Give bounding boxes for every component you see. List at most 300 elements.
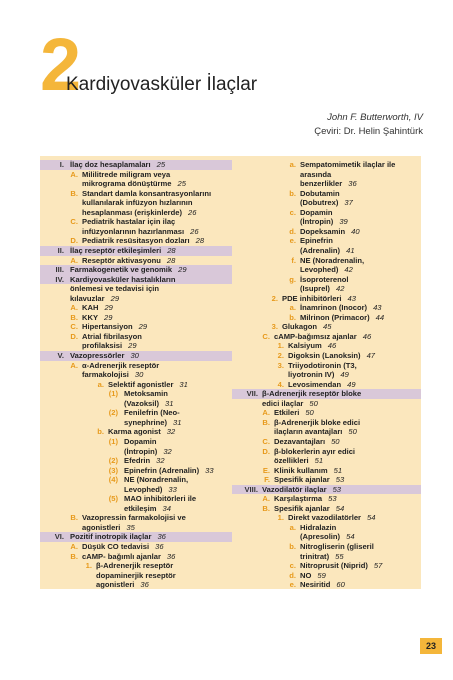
toc-entry-label [232,198,296,208]
toc-entry-label: 2. [277,351,284,360]
toc-entry [40,466,214,476]
toc-entry-page: 31 [173,417,182,427]
toc-entry [232,303,382,313]
toc-entry-label: 3. [277,360,284,370]
toc-entry-text: trinitrat) [300,551,330,561]
toc-entry-label: c. [289,561,296,571]
toc-entry-text: Glukagon [282,322,318,332]
toc-entry [232,351,375,361]
toc-entry-page: 54 [346,532,355,542]
toc-entry-page: 29 [128,341,137,351]
toc-entry-label [40,571,92,581]
toc-entry [232,427,357,437]
toc-entry [40,275,232,285]
toc-entry-text: Fenilefrin (Neo- [124,408,180,418]
toc-entry-text: Pediatrik hastalar için ilaç [82,217,176,227]
toc-entry-label: F. [264,475,270,485]
toc-entry [232,380,356,390]
toc-entry-text: Direkt vazodilatörler [288,513,362,523]
toc-entry [40,552,175,562]
toc-entry-label [40,504,118,514]
toc-entry-label: b. [289,312,296,322]
toc-entry-page: 47 [366,351,376,360]
toc-entry-label: (5) [108,494,118,504]
toc-entry-text: Reseptör aktivasyonu [82,255,161,265]
toc-entry-label: d. [289,570,296,580]
chapter-number: 2 [40,23,82,106]
toc-entry-label: g. [289,274,296,284]
toc-entry [232,370,349,380]
toc-entry-label: C. [262,331,270,341]
toc-entry [232,284,344,294]
toc-entry [40,361,159,371]
toc-entry-label [40,485,118,495]
toc-entry-label [232,427,270,437]
toc-entry-label [40,294,64,304]
toc-entry-label: A. [70,542,78,551]
toc-entry-label [40,198,78,208]
toc-entry-page: 51 [333,465,343,475]
toc-entry-text: Epinefrin (Adrenalin) [124,465,200,475]
toc-entry-label [232,179,296,189]
toc-entry [232,332,371,342]
toc-entry-page: 43 [373,303,382,313]
toc-entry-text: Klinik kullanım [274,465,328,475]
toc-entry-text: Dezavantajları [274,436,326,446]
toc-entry-text: Epinefrin [300,236,333,246]
toc-entry-text: Vazopressin farmakolojisi ve [82,513,186,523]
toc-entry-label: 1. [85,561,92,571]
toc-entry-label [40,523,78,533]
toc-entry [232,542,374,552]
toc-entry-label: B. [70,312,78,322]
toc-entry-page: 55 [335,551,344,561]
toc-entry-text: (İntropin) [300,217,334,227]
toc-entry [232,313,384,323]
toc-entry [232,580,345,590]
toc-entry-text: Levosimendan [288,379,342,389]
toc-entry [40,475,188,485]
toc-entry-text: Sempatomimetik ilaçlar ile [300,160,396,169]
toc-entry-label: (1) [108,436,118,446]
toc-entry [232,552,344,562]
toc-entry [232,189,340,199]
toc-entry-label [232,217,296,227]
toc-entry-label: d. [289,226,296,236]
toc-entry-label: a. [289,303,296,313]
toc-entry-page: 50 [309,398,318,408]
toc-entry-label: B. [70,551,78,561]
toc-entry-label: B. [262,417,270,427]
toc-entry-page: 42 [335,284,345,294]
page-number: 23 [420,638,442,654]
toc-entry [40,179,186,189]
toc-entry-label: A. [262,408,270,418]
toc-entry-text: Dobutamin [300,188,340,198]
toc-entry [40,580,149,590]
toc-entry-text: β-Adrenerjik reseptör bloke [262,389,362,399]
toc-entry-text: kullanılarak infüzyon hızlarının [82,198,193,208]
toc-entry [40,189,211,199]
toc-entry-label [232,265,296,275]
toc-entry [232,236,333,246]
toc-entry [40,370,143,380]
toc-entry-page: 44 [375,312,385,322]
toc-entry [40,322,147,332]
toc-entry-text: (Apresolin) [300,532,341,542]
toc-entry [232,208,333,218]
toc-entry [232,170,331,180]
toc-entry [232,341,336,351]
toc-entry [232,256,364,266]
toc-entry-page: 28 [195,236,205,246]
toc-entry-page: 37 [344,198,353,208]
translator: Çeviri: Dr. Helin Şahintürk [314,126,423,137]
toc-entry-text: mikrograma dönüştürme [82,179,172,189]
toc-entry [232,437,340,447]
toc-entry-text: Nesiritid [300,580,331,590]
toc-entry-label: A. [70,169,78,179]
toc-entry [232,265,353,275]
toc-entry-label: (2) [108,456,118,466]
toc-entry-page: 57 [373,561,383,571]
toc-entry-text: NE (Noradrenalin, [124,475,189,485]
toc-entry [232,322,331,332]
toc-entry [232,523,336,533]
toc-entry-label: VIII. [244,484,258,494]
toc-entry-page: 53 [332,484,342,494]
toc-entry-text: İnamrinon (Inocor) [300,303,368,313]
toc-entry-label: I. [59,160,64,169]
toc-entry-label [40,284,64,294]
toc-entry [232,475,344,485]
toc-entry [40,265,232,275]
toc-entry-text: (Adrenalin) [300,245,341,255]
toc-entry-text: (Dobutrex) [300,198,339,208]
toc-entry-page: 46 [327,341,337,351]
toc-entry-page: 54 [367,513,376,523]
toc-entry-text: Levophed) [300,265,339,275]
toc-entry-page: 59 [317,570,326,580]
toc-entry-page: 29 [178,265,187,275]
toc-entry-page: 32 [156,456,165,466]
toc-entry [40,208,196,218]
toc-entry-label: A. [70,303,78,313]
toc-entry [40,236,204,246]
toc-entry-page: 36 [348,179,357,189]
toc-entry-label: V. [57,351,64,360]
toc-entry-text: synephrine) [124,417,168,427]
toc-entry-page: 28 [167,245,176,255]
toc-entry-label: A. [262,494,270,504]
toc-entry-label [40,580,92,590]
toc-entry [232,447,355,457]
toc-entry-text: profilaksisi [82,341,123,351]
toc-entry-text: Hipertansiyon [82,322,133,332]
toc-entry [232,399,318,409]
toc-entry-text: infüzyonlarının hazırlanması [82,226,185,236]
toc-entry-text: Atrial fibrilasyon [82,331,142,341]
toc-entry-text: dopaminerjik reseptör [96,570,176,580]
toc-entry-text: Metoksamin [124,389,168,399]
toc-entry-page: 30 [134,370,144,380]
toc-entry-label: II. [57,245,64,255]
toc-entry-text: Milrinon (Primacor) [300,312,370,322]
toc-entry-page: 30 [130,351,139,360]
toc-entry-label: C. [70,322,78,332]
toc-entry [232,504,344,514]
toc-entry-text: β-blokerlerin ayır edici [274,446,356,456]
toc-entry-label: f. [291,255,296,265]
toc-entry [40,408,180,418]
toc-entry-page: 53 [335,475,345,485]
toc-entry-page: 46 [362,331,372,341]
toc-entry-page: 29 [104,312,113,322]
toc-entry-label: a. [289,160,296,169]
toc-entry-page: 29 [104,303,113,313]
toc-entry-text: Hidralazin [300,522,337,532]
author: John F. Butterworth, IV [327,112,423,123]
toc-entry-text: kılavuzlar [70,293,105,303]
toc-entry-page: 49 [340,370,349,380]
toc-entry [232,179,357,189]
toc-entry-label: b. [97,427,104,437]
toc-entry [40,246,232,256]
toc-entry-label: B. [70,513,78,523]
toc-entry-page: 25 [156,160,166,169]
toc-entry-label [40,447,118,457]
toc-entry-label [232,552,296,562]
toc-entry-text: α-Adrenerjik reseptör [82,360,160,370]
toc-entry [40,294,119,304]
toc-entry-label [232,284,296,294]
toc-entry-page: 53 [328,494,337,504]
toc-entry [40,456,165,466]
toc-entry-label: C. [70,217,78,227]
toc-entry [232,561,382,571]
toc-entry-text: Karşılaştırma [274,494,323,504]
toc-entry [232,160,395,170]
toc-entry-page: 45 [323,322,332,332]
toc-entry-text: Efedrin [124,456,151,466]
toc-entry-label [232,456,270,466]
table-of-contents [40,156,421,589]
toc-entry-page: 34 [162,503,171,513]
toc-entry-page: 49 [347,379,356,389]
toc-entry-label: B. [262,503,270,513]
toc-entry [40,313,113,323]
toc-entry-text: Pozitif inotropik ilaçlar [70,532,152,542]
toc-entry-text: edici ilaçlar [262,398,304,408]
toc-entry [40,198,193,208]
toc-entry [40,389,168,399]
toc-entry [232,494,337,504]
toc-entry-text: Triiyodotironin (T3, [288,360,357,370]
toc-entry-page: 36 [166,551,176,561]
toc-entry-text: Dopeksamin [300,226,346,236]
toc-entry-text: Nitrogliserin (gliseril [300,542,374,551]
toc-entry-label: III. [55,265,64,275]
toc-entry-text: Kardiyovasküler hastalıkların [70,274,176,284]
toc-entry-label: 3. [271,322,278,332]
toc-entry-label: a. [289,522,296,532]
toc-entry-label: VII. [246,389,258,399]
toc-entry [40,447,172,457]
toc-entry-label: 4. [277,379,284,389]
toc-entry-text: Digoksin (Lanoksin) [288,351,361,360]
toc-entry-text: Selektif agonistler [108,379,174,389]
toc-entry-text: benzerlikler [300,179,343,189]
toc-entry-label [40,418,118,428]
toc-entry-text: cAMP-bağımsız ajanlar [274,331,357,341]
toc-entry-label [40,208,78,218]
chapter-title: Kardiyovasküler İlaçlar [66,74,258,95]
toc-entry-text: Levophed) [124,484,163,494]
toc-entry [232,532,355,542]
toc-entry-text: KAH [82,303,99,313]
toc-entry [40,256,175,266]
toc-entry [232,294,356,304]
toc-entry-page: 29 [110,293,120,303]
toc-entry-page: 31 [165,398,174,408]
toc-entry [40,523,135,533]
toc-entry-text: agonistleri [96,580,135,590]
toc-entry [40,532,232,542]
toc-entry-page: 32 [163,446,172,456]
toc-entry [232,389,421,399]
toc-entry [232,418,360,428]
toc-entry-label [232,246,296,256]
toc-entry-page: 26 [190,226,199,236]
toc-entry-label: e. [289,236,296,246]
toc-entry-label: b. [289,542,296,551]
toc-entry-text: (Vazoksil) [124,398,160,408]
toc-entry-text: İsoproterenol [300,274,349,284]
toc-entry [40,561,173,571]
toc-entry-label [232,370,284,380]
toc-entry [232,456,323,466]
toc-entry-text: agonistleri [82,522,121,532]
toc-entry-label: (4) [108,475,118,485]
toc-entry [232,408,314,418]
toc-entry-page: 36 [155,542,164,551]
toc-entry-page: 32 [166,427,176,437]
toc-entry-page: 42 [344,265,353,275]
toc-entry-text: önlemesi ve tedavisi için [70,284,160,294]
toc-entry-text: Düşük CO tedavisi [82,542,150,551]
toc-entry-page: 36 [157,532,166,542]
toc-entry-text: β-Adrenerjik bloke edici [274,417,361,427]
toc-entry-text: İlaç reseptör etkileşimleri [70,245,162,255]
toc-entry-page: 41 [346,245,355,255]
toc-entry-label: B. [70,188,78,198]
toc-entry-label: 1. [277,341,284,351]
toc-entry [40,332,142,342]
toc-entry-text: Vazopressörler [70,351,125,360]
toc-entry [40,437,157,447]
toc-entry-text: MAO inhibitörleri ile [124,494,197,504]
toc-entry-page: 33 [168,484,177,494]
toc-entry-text: cAMP- bağımlı ajanlar [82,551,161,561]
toc-entry-text: etkileşim [124,503,157,513]
toc-entry [232,246,355,256]
toc-entry-text: İlaç doz hesaplamaları [70,160,151,169]
toc-entry-text: PDE inhibitörleri [282,293,342,303]
toc-entry-page: 25 [177,179,186,189]
toc-entry-text: NO [300,570,312,580]
toc-entry-label: e. [289,580,296,590]
toc-entry-label [232,170,296,180]
toc-entry [40,217,175,227]
toc-entry-label [40,341,78,351]
toc-entry-label [40,399,118,409]
toc-entry [40,227,199,237]
toc-entry-label: D. [70,331,78,341]
toc-entry [40,160,232,170]
toc-entry [232,198,353,208]
toc-entry-page: 33 [205,465,214,475]
toc-entry-text: Spesifik ajanlar [274,475,330,485]
toc-entry-text: liyotronin IV) [288,370,335,380]
toc-entry-label [232,532,296,542]
toc-entry-text: Etkileri [274,408,300,418]
toc-entry-text: Dopamin [300,207,333,217]
toc-entry [232,466,342,476]
toc-entry-text: Standart damla konsantrasyonlarını [82,188,212,198]
toc-entry [40,399,173,409]
toc-entry [232,227,360,237]
toc-entry [232,275,349,285]
toc-entry-text: β-Adrenerjik reseptör [96,561,174,571]
toc-entry [40,427,175,437]
toc-entry [40,418,182,428]
toc-entry-label: a. [97,379,104,389]
toc-entry-label: A. [70,360,78,370]
toc-entry-page: 26 [188,207,197,217]
toc-entry-label: b. [289,188,296,198]
toc-entry-page: 60 [336,580,345,590]
toc-entry-label [232,399,258,409]
toc-entry-label [40,179,78,189]
toc-entry [40,303,113,313]
toc-entry-page: 54 [335,503,345,513]
toc-entry-text: Farmakogenetik ve genomik [70,265,173,275]
toc-entry-text: KKY [82,312,99,322]
toc-entry-text: Kalsiyum [288,341,322,351]
toc-entry-page: 50 [348,427,357,437]
toc-entry-page: 40 [351,226,360,236]
toc-entry-text: Dopamin [124,436,157,446]
toc-entry [40,542,164,552]
toc-entry-text: farmakolojisi [82,370,129,380]
toc-entry [40,380,188,390]
toc-entry-page: 29 [138,322,148,332]
toc-entry-page: 36 [140,580,149,590]
toc-entry-label: A. [70,255,78,265]
toc-entry [40,351,232,361]
toc-entry-label: 1. [277,513,284,523]
toc-entry-text: ilaçların avantajları [274,427,343,437]
toc-entry-text: Mililitrede miligram veya [82,169,171,179]
toc-entry-text: hesaplanması (erişkinlerde) [82,207,183,217]
toc-entry-label: c. [289,207,296,217]
toc-entry-label [40,227,78,237]
toc-entry [40,284,159,294]
toc-entry-text: (Isuprel) [300,284,330,294]
toc-entry-page: 43 [347,293,356,303]
toc-entry-label: (2) [108,408,118,418]
toc-entry-text: özellikleri [274,456,309,466]
